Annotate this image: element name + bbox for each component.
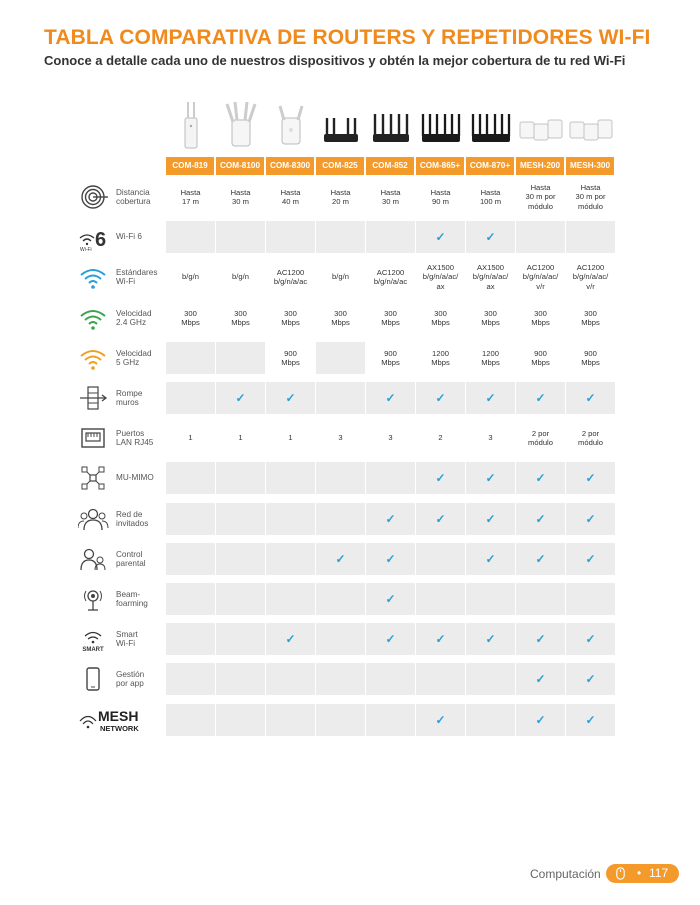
- cell-value: 300 Mbps: [281, 308, 300, 327]
- row-label: Control parental: [116, 549, 146, 568]
- cell-value: 1: [238, 433, 243, 443]
- cell-value: 300 Mbps: [231, 308, 250, 327]
- cell-value: AX1500 b/g/n/a/ac/ ax: [472, 263, 509, 291]
- check-icon: ✓: [535, 712, 546, 727]
- model-header-cell: COM-865+: [416, 157, 464, 175]
- check-icon: ✓: [585, 712, 596, 727]
- check-cell: [566, 663, 615, 695]
- check-cell: [566, 543, 615, 575]
- value-cell: [266, 181, 315, 213]
- cell-value: 300 Mbps: [181, 308, 200, 327]
- check-cell: [566, 623, 615, 655]
- value-cell: [316, 181, 365, 213]
- value-cell: [266, 261, 315, 293]
- value-cell: [266, 583, 315, 615]
- smart-small-label: SMART: [82, 647, 104, 653]
- cell-value: Hasta 40 m: [280, 187, 301, 206]
- cell-value: Hasta 100 m: [479, 187, 502, 206]
- table-row: [76, 302, 616, 334]
- value-cell: [166, 422, 215, 454]
- value-cell: [316, 221, 365, 253]
- phone-app-icon: [76, 663, 110, 695]
- mesh-3-pack-icon: [566, 96, 616, 156]
- value-cell: [316, 382, 365, 414]
- check-icon: ✓: [285, 631, 296, 646]
- check-icon: ✓: [535, 671, 546, 686]
- check-cell: [266, 623, 315, 655]
- value-cell: [316, 342, 365, 374]
- value-cell: [266, 422, 315, 454]
- value-cell: [166, 302, 215, 334]
- check-icon: ✓: [535, 470, 546, 485]
- value-cell: [216, 583, 265, 615]
- value-cell: [166, 382, 215, 414]
- check-cell: [266, 382, 315, 414]
- check-icon: ✓: [485, 390, 496, 405]
- cell-value: 300 Mbps: [531, 308, 550, 327]
- row-label: Velocidad 5 GHz: [116, 348, 152, 367]
- page-number: 117: [649, 866, 669, 880]
- beamforming-icon: [76, 583, 110, 615]
- value-cell: [566, 181, 615, 213]
- router-5-antenna-icon: [366, 96, 416, 156]
- cell-value: 900 Mbps: [381, 348, 400, 367]
- value-cell: [466, 422, 515, 454]
- value-cell: [566, 422, 615, 454]
- value-cell: [516, 302, 565, 334]
- value-cell: [216, 543, 265, 575]
- value-cell: [166, 704, 215, 736]
- wifi6-small-label: Wi-Fi: [80, 247, 92, 252]
- cell-value: Hasta 30 m por módulo: [525, 183, 556, 211]
- value-cell: [416, 543, 465, 575]
- mesh-network-logo: [76, 704, 164, 736]
- check-icon: ✓: [485, 511, 496, 526]
- value-cell: [166, 623, 215, 655]
- table-row: [76, 704, 616, 736]
- wifi6-icon: [76, 221, 110, 253]
- value-cell: [366, 221, 415, 253]
- check-cell: [516, 382, 565, 414]
- guest-network-icon: [76, 503, 110, 535]
- value-cell: [466, 583, 515, 615]
- row-label: Beam- foarming: [116, 589, 148, 608]
- wifi-5-icon: [76, 342, 110, 374]
- cell-value: 1: [288, 433, 293, 443]
- value-cell: [366, 704, 415, 736]
- value-cell: [266, 704, 315, 736]
- check-icon: ✓: [485, 551, 496, 566]
- row-label: Puertos LAN RJ45: [116, 428, 154, 447]
- parental-control-icon: [76, 543, 110, 575]
- cell-value: 3: [388, 433, 393, 443]
- check-icon: ✓: [535, 390, 546, 405]
- value-cell: [166, 543, 215, 575]
- cell-value: 300 Mbps: [431, 308, 450, 327]
- value-cell: [216, 342, 265, 374]
- value-cell: [216, 623, 265, 655]
- value-cell: [416, 342, 465, 374]
- check-cell: [466, 623, 515, 655]
- value-cell: [266, 342, 315, 374]
- mesh-logo-text: MESH: [98, 708, 139, 724]
- check-icon: ✓: [435, 470, 446, 485]
- table-row: [76, 342, 616, 374]
- check-cell: [516, 663, 565, 695]
- value-cell: [466, 302, 515, 334]
- value-cell: [166, 221, 215, 253]
- model-header-cell: COM-825: [316, 157, 364, 175]
- cell-value: AC1200 b/g/n/a/ac/ v/r: [572, 263, 609, 291]
- check-icon: ✓: [385, 511, 396, 526]
- value-cell: [416, 422, 465, 454]
- value-cell: [366, 462, 415, 494]
- lan-port-icon: [76, 422, 110, 454]
- row-label: Rompe muros: [116, 388, 143, 407]
- value-cell: [416, 302, 465, 334]
- mesh-3-pack-icon: [516, 96, 566, 156]
- smart-wifi-icon: [76, 623, 110, 655]
- value-cell: [516, 422, 565, 454]
- value-cell: [366, 342, 415, 374]
- check-icon: ✓: [535, 511, 546, 526]
- check-cell: [416, 623, 465, 655]
- value-cell: [366, 302, 415, 334]
- model-header-cell: COM-852: [366, 157, 414, 175]
- table-row: [76, 663, 616, 695]
- cell-value: b/g/n: [332, 272, 349, 282]
- check-cell: [466, 462, 515, 494]
- cell-value: 300 Mbps: [481, 308, 500, 327]
- cell-value: AC1200 b/g/n/a/ac/ v/r: [522, 263, 559, 291]
- cell-value: 300 Mbps: [331, 308, 350, 327]
- page-subtitle: Conoce a detalle cada uno de nuestros dispositivos y obtén la mejor cobertura de tu red Wi-Fi: [44, 53, 626, 68]
- value-cell: [216, 221, 265, 253]
- page-number-badge: [606, 864, 679, 883]
- value-cell: [166, 181, 215, 213]
- check-cell: [566, 503, 615, 535]
- cell-value: 1200 Mbps: [431, 348, 450, 367]
- check-cell: [366, 503, 415, 535]
- cell-value: 300 Mbps: [581, 308, 600, 327]
- check-cell: [516, 462, 565, 494]
- row-label: Velocidad 2.4 GHz: [116, 308, 152, 327]
- value-cell: [366, 261, 415, 293]
- check-icon: ✓: [435, 390, 446, 405]
- value-cell: [316, 462, 365, 494]
- value-cell: [216, 663, 265, 695]
- value-cell: [166, 462, 215, 494]
- value-cell: [266, 543, 315, 575]
- wifi-24-icon: [76, 302, 110, 334]
- wall-penetration-icon: [76, 382, 110, 414]
- table-row: [76, 422, 616, 454]
- check-icon: ✓: [585, 551, 596, 566]
- check-cell: [416, 503, 465, 535]
- value-cell: [216, 422, 265, 454]
- value-cell: [316, 663, 365, 695]
- value-cell: [466, 261, 515, 293]
- value-cell: [216, 181, 265, 213]
- value-cell: [416, 181, 465, 213]
- cell-value: 2 por módulo: [528, 428, 553, 447]
- check-cell: [366, 543, 415, 575]
- value-cell: [316, 261, 365, 293]
- cell-value: Hasta 17 m: [180, 187, 201, 206]
- check-cell: [466, 503, 515, 535]
- check-cell: [416, 382, 465, 414]
- value-cell: [516, 181, 565, 213]
- check-cell: [416, 704, 465, 736]
- row-label: Estándares Wi-Fi: [116, 267, 158, 286]
- value-cell: [216, 704, 265, 736]
- check-icon: ✓: [485, 229, 496, 244]
- cell-value: 2 por módulo: [578, 428, 603, 447]
- check-cell: [316, 543, 365, 575]
- check-icon: ✓: [435, 631, 446, 646]
- check-icon: ✓: [335, 551, 346, 566]
- cell-value: 1: [188, 433, 193, 443]
- check-cell: [466, 543, 515, 575]
- check-icon: ✓: [385, 551, 396, 566]
- value-cell: [366, 181, 415, 213]
- table-row: [76, 543, 616, 575]
- value-cell: [516, 583, 565, 615]
- value-cell: [166, 583, 215, 615]
- value-cell: [566, 302, 615, 334]
- wifi6-number: 6: [95, 229, 107, 251]
- cell-value: b/g/n: [232, 272, 249, 282]
- value-cell: [566, 261, 615, 293]
- check-icon: ✓: [485, 470, 496, 485]
- value-cell: [516, 261, 565, 293]
- model-header-row: [166, 157, 616, 175]
- value-cell: [566, 221, 615, 253]
- table-row: [76, 181, 616, 213]
- check-icon: ✓: [285, 390, 296, 405]
- check-icon: ✓: [435, 229, 446, 244]
- check-cell: [516, 623, 565, 655]
- check-icon: ✓: [585, 511, 596, 526]
- value-cell: [316, 623, 365, 655]
- cell-value: Hasta 30 m: [230, 187, 251, 206]
- model-header-cell: COM-8100: [216, 157, 264, 175]
- value-cell: [266, 302, 315, 334]
- row-label: Distancia cobertura: [116, 187, 151, 206]
- cell-value: 900 Mbps: [581, 348, 600, 367]
- check-cell: [366, 583, 415, 615]
- model-header-cell: COM-819: [166, 157, 214, 175]
- table-row: [76, 583, 616, 615]
- table-row: [76, 503, 616, 535]
- router-6-antenna-icon: [416, 96, 466, 156]
- page-title: TABLA COMPARATIVA DE ROUTERS Y REPETIDORES WI-FI: [44, 26, 651, 49]
- check-cell: [566, 382, 615, 414]
- value-cell: [216, 462, 265, 494]
- value-cell: [266, 503, 315, 535]
- value-cell: [166, 261, 215, 293]
- value-cell: [316, 704, 365, 736]
- value-cell: [466, 663, 515, 695]
- router-4-antenna-icon: [316, 96, 366, 156]
- check-cell: [416, 221, 465, 253]
- row-label: Smart Wi-Fi: [116, 629, 138, 648]
- model-header-cell: COM-8300: [266, 157, 314, 175]
- value-cell: [566, 583, 615, 615]
- table-row: [76, 462, 616, 494]
- cell-value: 1200 Mbps: [481, 348, 500, 367]
- value-cell: [266, 663, 315, 695]
- product-images-row: [166, 96, 616, 156]
- footer-separator: •: [637, 866, 642, 880]
- cell-value: 300 Mbps: [381, 308, 400, 327]
- value-cell: [166, 342, 215, 374]
- check-cell: [566, 462, 615, 494]
- cell-value: Hasta 30 m: [380, 187, 401, 206]
- value-cell: [216, 302, 265, 334]
- check-icon: ✓: [235, 390, 246, 405]
- cell-value: 2: [438, 433, 443, 443]
- row-label: Wi-Fi 6: [116, 232, 142, 242]
- check-cell: [366, 623, 415, 655]
- model-header-cell: MESH-200: [516, 157, 564, 175]
- coverage-icon: [76, 181, 110, 213]
- value-cell: [166, 663, 215, 695]
- check-icon: ✓: [485, 631, 496, 646]
- value-cell: [466, 342, 515, 374]
- check-icon: ✓: [435, 511, 446, 526]
- model-header-cell: COM-870+: [466, 157, 514, 175]
- cell-value: 900 Mbps: [281, 348, 300, 367]
- check-icon: ✓: [435, 712, 446, 727]
- check-cell: [366, 382, 415, 414]
- value-cell: [416, 583, 465, 615]
- plug-repeater-icon: [266, 96, 316, 156]
- cell-value: Hasta 30 m por módulo: [575, 183, 606, 211]
- cell-value: AX1500 b/g/n/a/ac/ ax: [422, 263, 459, 291]
- mesh-logo-subtext: NETWORK: [100, 724, 139, 733]
- value-cell: [416, 261, 465, 293]
- value-cell: [516, 221, 565, 253]
- cell-value: AC1200 b/g/n/a/ac: [273, 267, 308, 286]
- model-header-cell: MESH-300: [566, 157, 614, 175]
- router-6-antenna-icon: [466, 96, 516, 156]
- cell-value: Hasta 90 m: [430, 187, 451, 206]
- outdoor-repeater-icon: [166, 96, 216, 156]
- check-cell: [516, 543, 565, 575]
- row-label: Gestión por app: [116, 669, 145, 688]
- value-cell: [216, 261, 265, 293]
- cell-value: AC1200 b/g/n/a/ac: [373, 267, 408, 286]
- check-cell: [466, 221, 515, 253]
- value-cell: [216, 503, 265, 535]
- table-row: [76, 261, 616, 293]
- value-cell: [316, 583, 365, 615]
- value-cell: [316, 503, 365, 535]
- value-cell: [316, 422, 365, 454]
- value-cell: [366, 663, 415, 695]
- value-cell: [416, 663, 465, 695]
- wifi-standards-icon: [76, 261, 110, 293]
- check-icon: ✓: [585, 671, 596, 686]
- check-cell: [216, 382, 265, 414]
- mu-mimo-icon: [76, 462, 110, 494]
- cell-value: 3: [338, 433, 343, 443]
- check-cell: [416, 462, 465, 494]
- value-cell: [266, 221, 315, 253]
- check-cell: [566, 704, 615, 736]
- check-icon: ✓: [385, 591, 396, 606]
- check-icon: ✓: [585, 390, 596, 405]
- check-icon: ✓: [585, 631, 596, 646]
- check-icon: ✓: [535, 551, 546, 566]
- cell-value: Hasta 20 m: [330, 187, 351, 206]
- cell-value: 900 Mbps: [531, 348, 550, 367]
- value-cell: [166, 503, 215, 535]
- check-icon: ✓: [585, 470, 596, 485]
- value-cell: [466, 181, 515, 213]
- table-row: [76, 221, 616, 253]
- check-icon: ✓: [385, 390, 396, 405]
- value-cell: [516, 342, 565, 374]
- cell-value: 3: [488, 433, 493, 443]
- cell-value: b/g/n: [182, 272, 199, 282]
- value-cell: [566, 342, 615, 374]
- value-cell: [366, 422, 415, 454]
- check-cell: [466, 382, 515, 414]
- check-icon: ✓: [535, 631, 546, 646]
- check-cell: [516, 503, 565, 535]
- footer-section-label: Computación: [530, 867, 601, 881]
- value-cell: [266, 462, 315, 494]
- table-row: [76, 623, 616, 655]
- mouse-icon: [616, 867, 625, 880]
- value-cell: [316, 302, 365, 334]
- row-label: Red de invitados: [116, 509, 149, 528]
- row-label: MU-MIMO: [116, 473, 154, 483]
- check-icon: ✓: [385, 631, 396, 646]
- value-cell: [466, 704, 515, 736]
- check-cell: [516, 704, 565, 736]
- repeater-4-antenna-icon: [216, 96, 266, 156]
- table-row: [76, 382, 616, 414]
